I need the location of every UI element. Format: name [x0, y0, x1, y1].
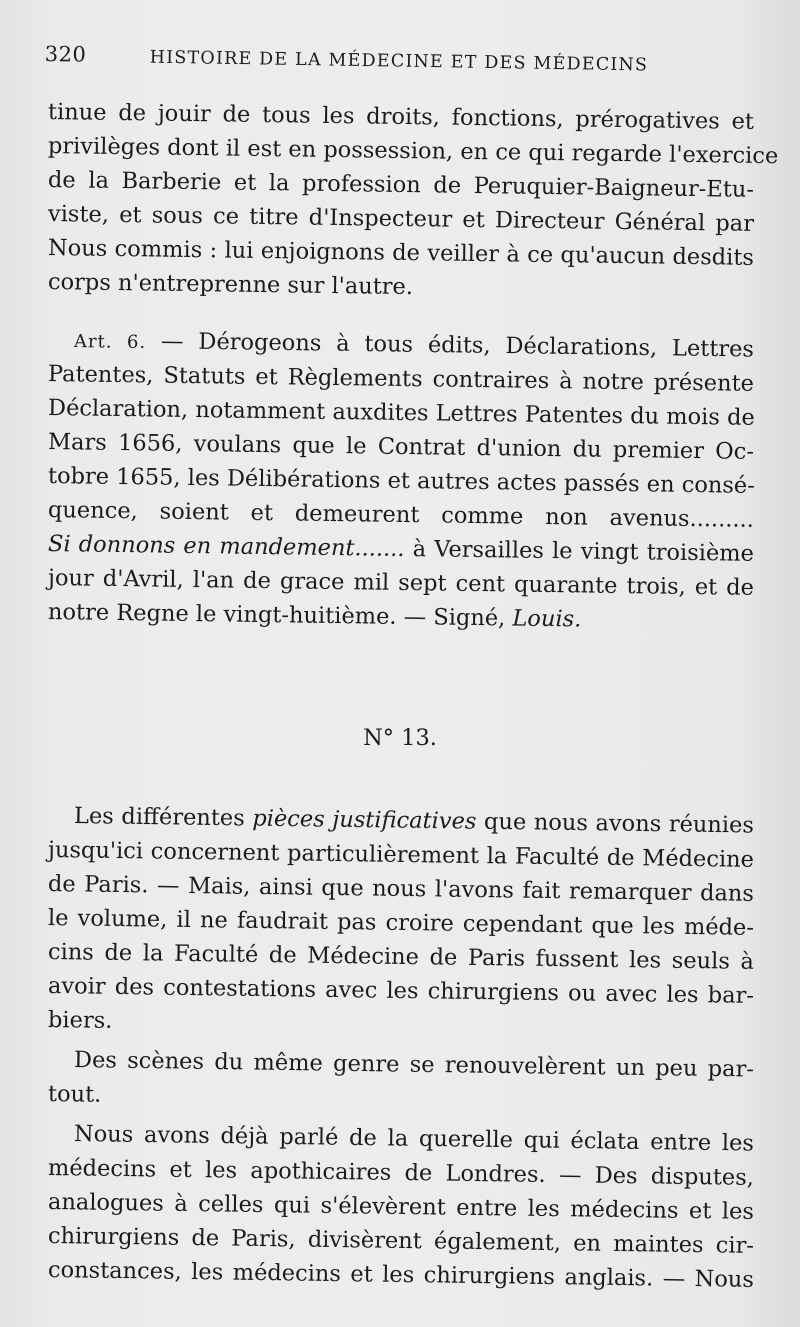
- text-line: de la Barberie et la profession de Peruquier-Baigneur-Etu-: [47, 167, 755, 203]
- text-line: de Paris. — Mais, ainsi que nous l'avons fait remarquer dans: [47, 871, 755, 907]
- text-line: Nous avons déjà parlé de la querelle qui éclata entre les: [73, 1121, 755, 1157]
- text-line: notre Regne le vingt-huitième. — Signé, Louis.: [47, 599, 582, 633]
- article-label: Art. 6.: [73, 331, 147, 354]
- article-6-first-line: Art. 6. — Dérogeons à tous édits, Déclarations, Lettres: [73, 328, 755, 363]
- text-line: viste, et sous ce titre d'Inspecteur et Directeur Général par: [47, 201, 755, 237]
- signature: Louis.: [512, 605, 582, 633]
- text-line: cins de la Faculté de Médecine de Paris fussent les seuls à: [47, 939, 755, 975]
- text-line: tinue de jouir de tous les droits, fonctions, prérogatives et: [47, 99, 755, 135]
- running-head: HISTOIRE DE LA MÉDECINE ET DES MÉDECINS: [149, 47, 649, 76]
- text-line: chirurgiens de Paris, divisèrent également, en maintes cir-: [47, 1223, 755, 1259]
- italic-phrase: pièces justificatives: [252, 805, 477, 835]
- text-line: médecins et les apothicaires de Londres. — Des disputes,: [47, 1155, 755, 1191]
- text-line: privilèges dont il est en possession, en ce qui regarde l'exercice: [47, 133, 779, 170]
- text-line: constances, les médecins et les chirurgiens anglais. — Nous: [47, 1257, 755, 1293]
- text-line: jour d'Avril, l'an de grace mil sept cent quarante trois, et de: [47, 565, 755, 601]
- text-line: Des scènes du même genre se renouvelèrent un peu par-: [73, 1047, 755, 1083]
- text-line: Patentes, Statuts et Règlements contraires à notre présente: [47, 361, 755, 397]
- section-heading: N° 13.: [363, 725, 437, 751]
- text-line: jusqu'ici concernent particulièrement la Faculté de Médecine: [47, 837, 755, 873]
- text-line: tout.: [47, 1081, 102, 1108]
- text-line: Si donnons en mandement....... à Versailles le vingt troisième: [47, 531, 755, 567]
- text-line: le volume, il ne faudrait pas croire cependant que les méde-: [47, 905, 755, 941]
- text-line: Nous commis : lui enjoignons de veiller à ce qu'aucun desdits: [47, 235, 755, 271]
- text-line: analogues à celles qui s'élevèrent entre les médecins et les: [47, 1189, 755, 1225]
- text-line: corps n'entreprenne sur l'autre.: [47, 269, 414, 301]
- text-line: quence, soient et demeurent comme non avenus.........: [47, 497, 755, 533]
- page-header: [44, 40, 755, 91]
- text-line: Déclaration, notamment auxdites Lettres Patentes du mois de: [47, 395, 755, 431]
- text-line: tobre 1655, les Délibérations et autres actes passés en consé-: [47, 463, 756, 499]
- text-line: Mars 1656, voulans que le Contrat d'union du premier Oc-: [47, 429, 755, 465]
- page-number: 320: [44, 41, 87, 67]
- text-line: Les différentes pièces justificatives que nous avons réunies: [73, 803, 755, 839]
- text-line: avoir des contestations avec les chirurgiens ou avec les bar-: [47, 973, 755, 1009]
- italic-phrase: Si donnons en mandement.......: [47, 531, 405, 562]
- text-line: biers.: [47, 1007, 113, 1034]
